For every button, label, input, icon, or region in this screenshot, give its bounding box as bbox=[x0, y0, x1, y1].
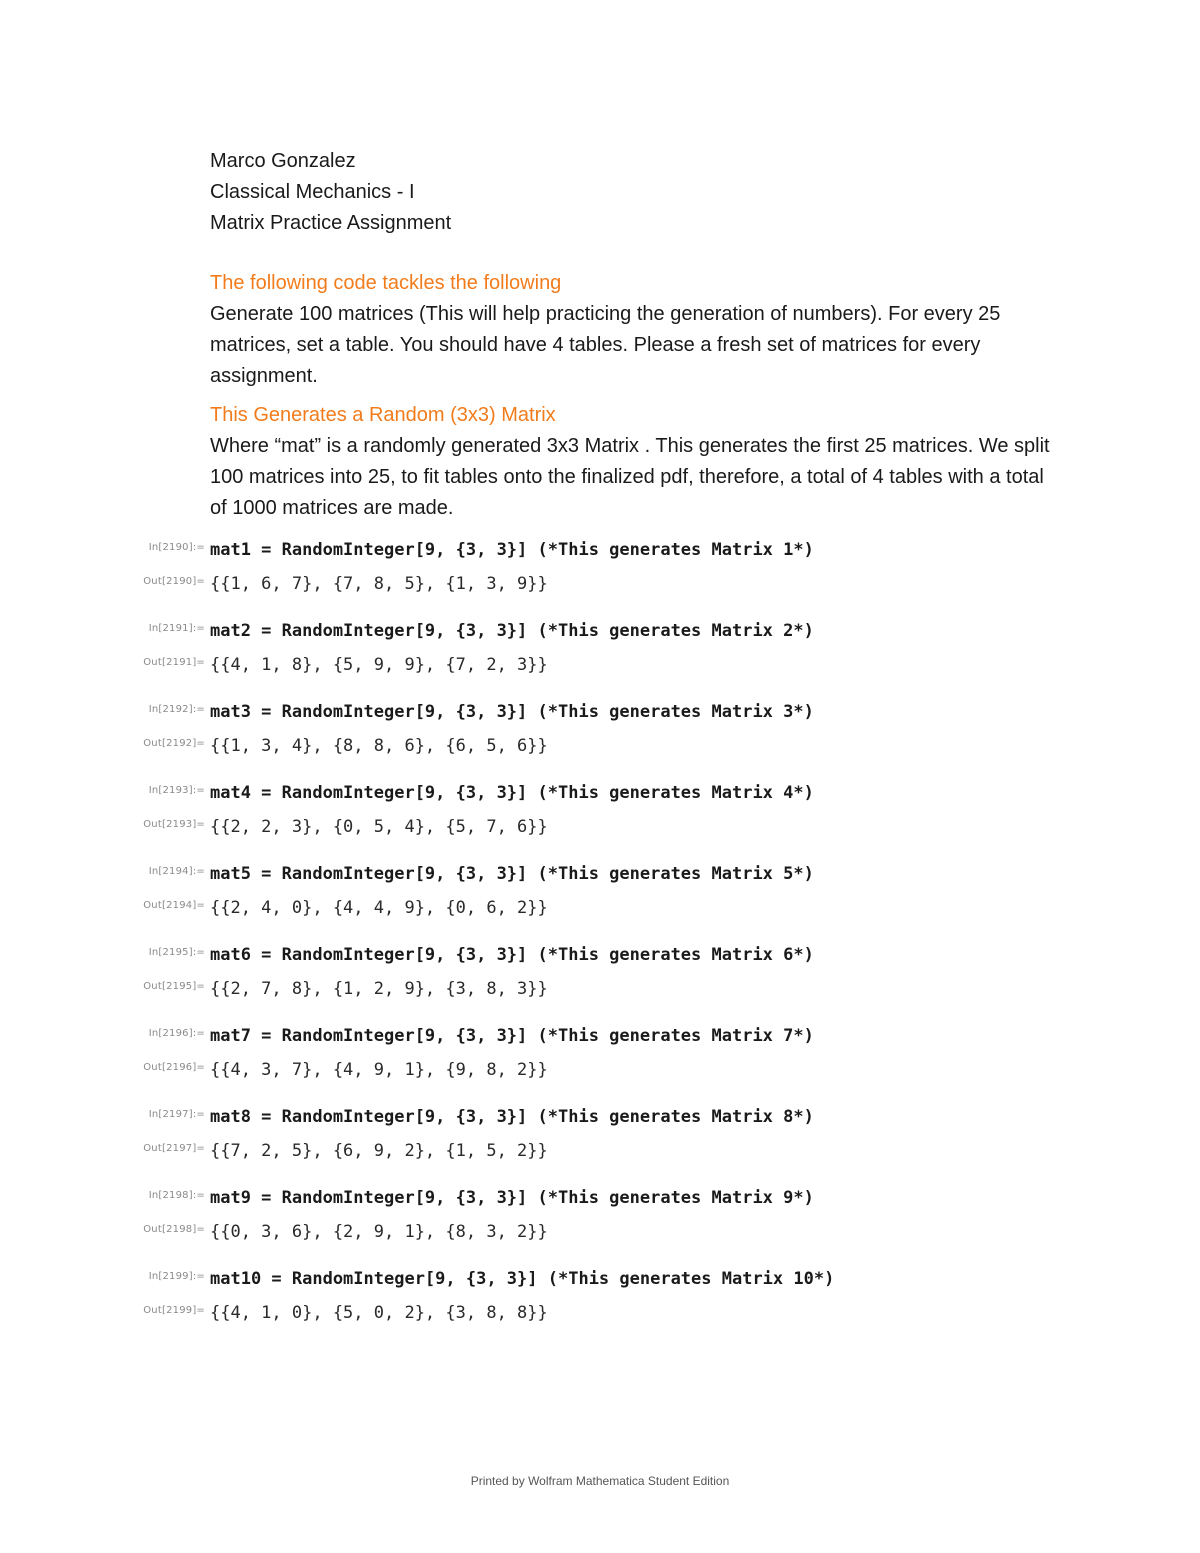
output-cell bbox=[0, 1055, 1200, 1085]
cell-pair bbox=[0, 859, 1200, 940]
output-cell-value: {{2, 7, 8}, {1, 2, 9}, {3, 8, 3}} bbox=[210, 979, 548, 999]
output-cell-value: {{2, 4, 0}, {4, 4, 9}, {0, 6, 2}} bbox=[210, 898, 548, 918]
output-cell bbox=[0, 893, 1200, 923]
input-cell-label: In[2196]:= bbox=[148, 1028, 205, 1039]
output-cell-label: Out[2197]= bbox=[143, 1143, 205, 1154]
output-cell-label: Out[2195]= bbox=[143, 981, 205, 992]
output-cell-label: Out[2194]= bbox=[143, 900, 205, 911]
output-cell-value: {{1, 3, 4}, {8, 8, 6}, {6, 5, 6}} bbox=[210, 736, 548, 756]
output-cell-value: {{2, 2, 3}, {0, 5, 4}, {5, 7, 6}} bbox=[210, 817, 548, 837]
cell-pair bbox=[0, 535, 1200, 616]
output-cell-label: Out[2198]= bbox=[143, 1224, 205, 1235]
input-cell-code[interactable]: mat8 = RandomInteger[9, {3, 3}] (*This generates Matrix 8*) bbox=[210, 1107, 814, 1127]
output-cell-label: Out[2196]= bbox=[143, 1062, 205, 1073]
output-cell-label: Out[2199]= bbox=[143, 1305, 205, 1316]
output-cell bbox=[0, 731, 1200, 761]
notebook-cells bbox=[0, 535, 1200, 1345]
output-cell-value: {{0, 3, 6}, {2, 9, 1}, {8, 3, 2}} bbox=[210, 1222, 548, 1242]
output-cell-label: Out[2192]= bbox=[143, 738, 205, 749]
cell-pair bbox=[0, 1021, 1200, 1102]
output-cell bbox=[0, 650, 1200, 680]
output-cell-value: {{4, 1, 0}, {5, 0, 2}, {3, 8, 8}} bbox=[210, 1303, 548, 1323]
cell-pair bbox=[0, 940, 1200, 1021]
input-cell[interactable] bbox=[0, 859, 1200, 889]
input-cell-label: In[2197]:= bbox=[148, 1109, 205, 1120]
section-heading-random-matrix: This Generates a Random (3x3) Matrix bbox=[210, 404, 556, 426]
input-cell-label: In[2191]:= bbox=[148, 623, 205, 634]
input-cell[interactable] bbox=[0, 1102, 1200, 1132]
section-body-task: Generate 100 matrices (This will help practicing the generation of numbers). For every 25 matrices, set a table. You should have 4 tables. Please a fresh set of matrices for every assignment. bbox=[210, 303, 1001, 387]
assignment-title: Matrix Practice Assignment bbox=[210, 212, 452, 234]
input-cell[interactable] bbox=[0, 778, 1200, 808]
cell-pair bbox=[0, 1264, 1200, 1345]
output-cell-label: Out[2193]= bbox=[143, 819, 205, 830]
output-cell bbox=[0, 569, 1200, 599]
output-cell-value: {{4, 1, 8}, {5, 9, 9}, {7, 2, 3}} bbox=[210, 655, 548, 675]
input-cell[interactable] bbox=[0, 1264, 1200, 1294]
output-cell bbox=[0, 1217, 1200, 1247]
input-cell[interactable] bbox=[0, 1021, 1200, 1051]
input-cell-code[interactable]: mat5 = RandomInteger[9, {3, 3}] (*This generates Matrix 5*) bbox=[210, 864, 814, 884]
section-heading-task: The following code tackles the following bbox=[210, 272, 562, 294]
input-cell[interactable] bbox=[0, 535, 1200, 565]
cell-pair bbox=[0, 778, 1200, 859]
input-cell-label: In[2198]:= bbox=[148, 1190, 205, 1201]
input-cell-label: In[2193]:= bbox=[148, 785, 205, 796]
print-footer: Printed by Wolfram Mathematica Student Edition bbox=[470, 1474, 730, 1488]
input-cell-label: In[2195]:= bbox=[148, 947, 205, 958]
input-cell[interactable] bbox=[0, 1183, 1200, 1213]
output-cell bbox=[0, 812, 1200, 842]
input-cell-label: In[2190]:= bbox=[148, 542, 205, 553]
output-cell-value: {{4, 3, 7}, {4, 9, 1}, {9, 8, 2}} bbox=[210, 1060, 548, 1080]
input-cell-code[interactable]: mat4 = RandomInteger[9, {3, 3}] (*This generates Matrix 4*) bbox=[210, 783, 814, 803]
output-cell-label: Out[2190]= bbox=[143, 576, 205, 587]
course-name: Classical Mechanics - I bbox=[210, 181, 415, 203]
input-cell-code[interactable]: mat2 = RandomInteger[9, {3, 3}] (*This generates Matrix 2*) bbox=[210, 621, 814, 641]
cell-pair bbox=[0, 1102, 1200, 1183]
author-name: Marco Gonzalez bbox=[210, 150, 356, 172]
output-cell bbox=[0, 974, 1200, 1004]
output-cell-value: {{7, 2, 5}, {6, 9, 2}, {1, 5, 2}} bbox=[210, 1141, 548, 1161]
cell-pair bbox=[0, 616, 1200, 697]
output-cell bbox=[0, 1136, 1200, 1166]
input-cell[interactable] bbox=[0, 616, 1200, 646]
input-cell-label: In[2199]:= bbox=[148, 1271, 205, 1282]
input-cell-label: In[2194]:= bbox=[148, 866, 205, 877]
input-cell-code[interactable]: mat1 = RandomInteger[9, {3, 3}] (*This generates Matrix 1*) bbox=[210, 540, 814, 560]
section-body-random-matrix: Where “mat” is a randomly generated 3x3 Matrix . This generates the first 25 matrices. We split 100 matrices into 25, to fit tables onto the finalized pdf, therefore, a total of 4 tables with a total of 1000 matrices are made. bbox=[210, 435, 1050, 519]
output-cell-label: Out[2191]= bbox=[143, 657, 205, 668]
input-cell-code[interactable]: mat3 = RandomInteger[9, {3, 3}] (*This generates Matrix 3*) bbox=[210, 702, 814, 722]
output-cell bbox=[0, 1298, 1200, 1328]
output-cell-value: {{1, 6, 7}, {7, 8, 5}, {1, 3, 9}} bbox=[210, 574, 548, 594]
cell-pair bbox=[0, 697, 1200, 778]
input-cell-code[interactable]: mat9 = RandomInteger[9, {3, 3}] (*This generates Matrix 9*) bbox=[210, 1188, 814, 1208]
input-cell-label: In[2192]:= bbox=[148, 704, 205, 715]
input-cell-code[interactable]: mat6 = RandomInteger[9, {3, 3}] (*This generates Matrix 6*) bbox=[210, 945, 814, 965]
input-cell[interactable] bbox=[0, 697, 1200, 727]
input-cell-code[interactable]: mat10 = RandomInteger[9, {3, 3}] (*This generates Matrix 10*) bbox=[210, 1269, 835, 1289]
cell-pair bbox=[0, 1183, 1200, 1264]
input-cell-code[interactable]: mat7 = RandomInteger[9, {3, 3}] (*This generates Matrix 7*) bbox=[210, 1026, 814, 1046]
input-cell[interactable] bbox=[0, 940, 1200, 970]
document-header bbox=[210, 146, 1070, 239]
